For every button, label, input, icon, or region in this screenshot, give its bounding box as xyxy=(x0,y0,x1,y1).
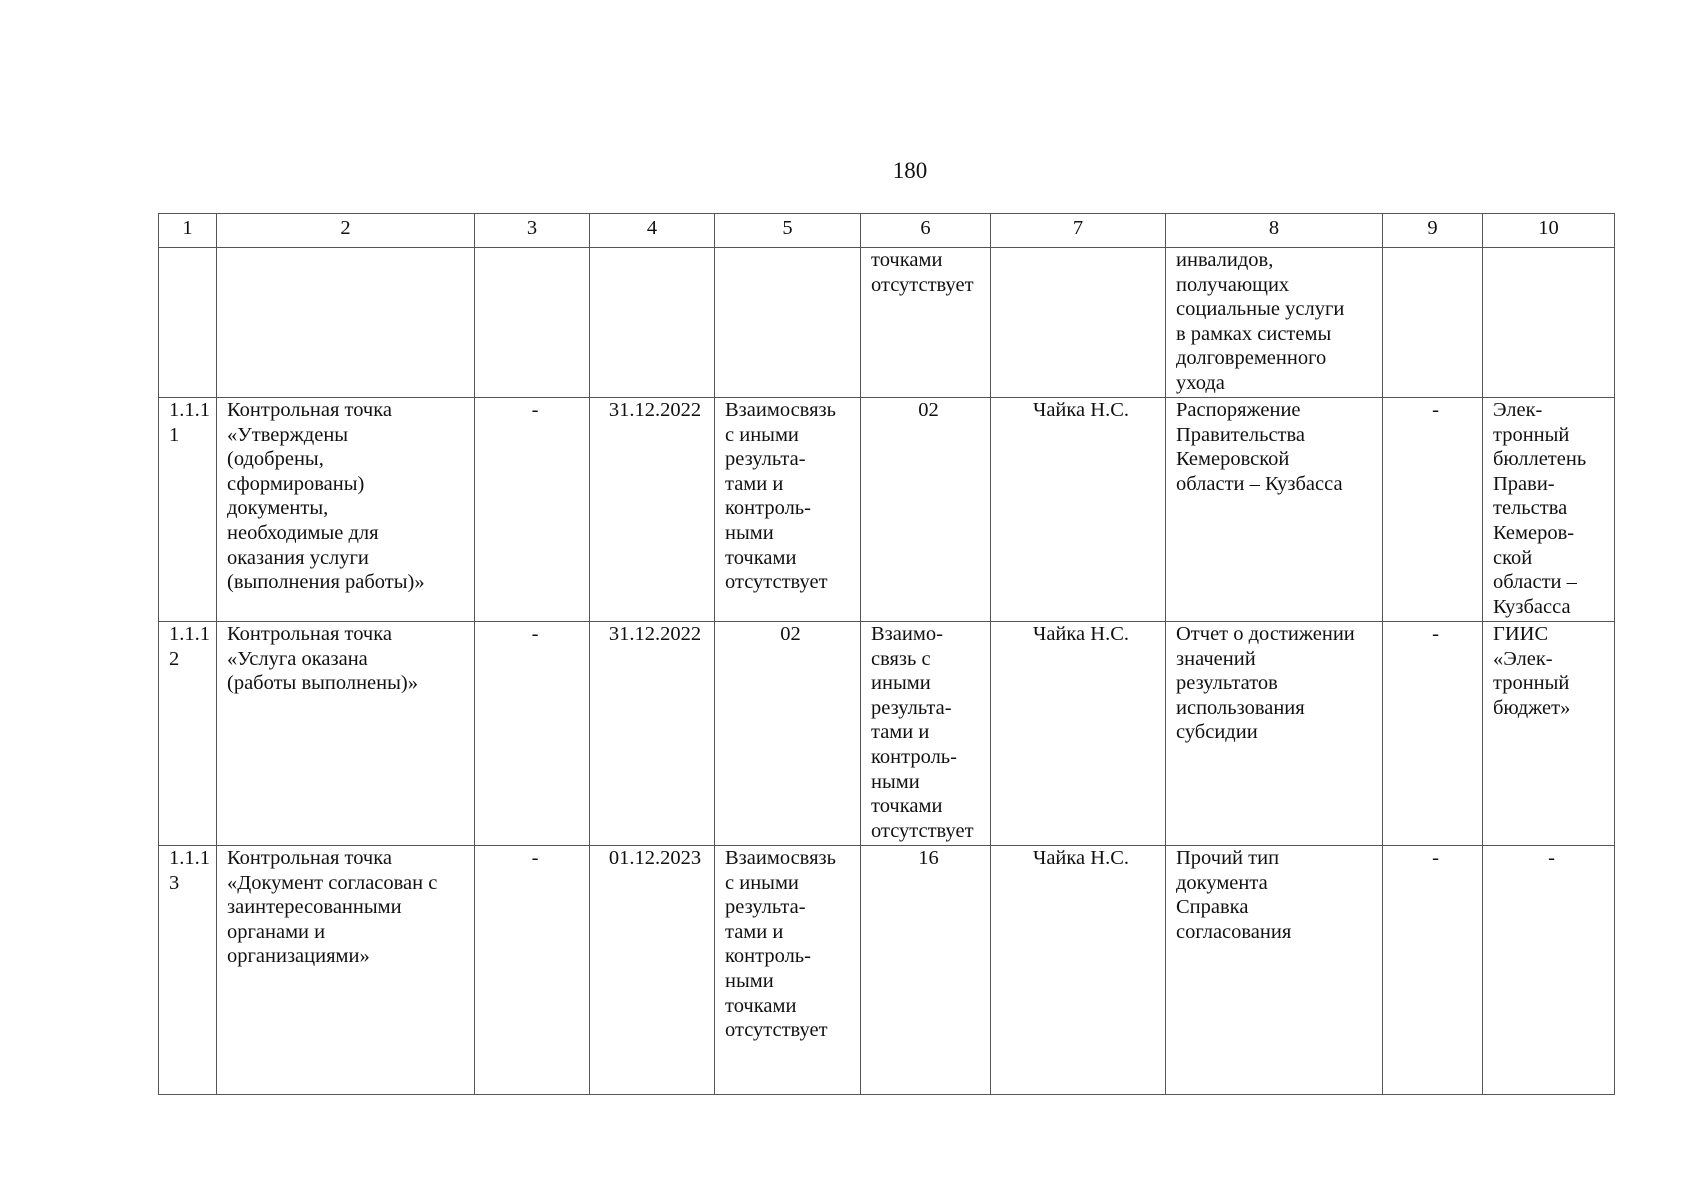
predecessor-cell: Взаимосвязь с иными результа- тами и контроль- ными точками отсутствует xyxy=(715,398,861,622)
table-row xyxy=(159,398,1615,622)
column-header: 8 xyxy=(1166,214,1383,248)
responsible-cell xyxy=(991,248,1166,398)
column-header: 6 xyxy=(861,214,991,248)
column-header: 9 xyxy=(1383,214,1483,248)
document-details-cell: - xyxy=(1383,622,1483,846)
event-name-cell: Контрольная точка «Услуга оказана (работы выполнены)» xyxy=(217,622,475,846)
row-number-cell xyxy=(159,248,217,398)
event-name-cell xyxy=(217,248,475,398)
document-type-cell: Прочий тип документа Справка согласования xyxy=(1166,846,1383,1095)
responsible-cell: Чайка Н.С. xyxy=(991,622,1166,846)
column-header: 2 xyxy=(217,214,475,248)
document-details-cell xyxy=(1383,248,1483,398)
predecessor-cell: 02 xyxy=(715,622,861,846)
start-date-cell: - xyxy=(475,846,590,1095)
column-header: 7 xyxy=(991,214,1166,248)
event-name-cell: Контрольная точка «Утверждены (одобрены, сформированы) документы, необходимые для оказания услуги (выполнения работы)» xyxy=(217,398,475,622)
column-header: 10 xyxy=(1483,214,1615,248)
column-header: 1 xyxy=(159,214,217,248)
successor-cell: Взаимо- связь с иными результа- тами и контроль- ными точками отсутствует xyxy=(861,622,991,846)
information-system-cell: Элек- тронный бюллетень Прави- тельства Кемеров- ской области – Кузбасса xyxy=(1483,398,1615,622)
successor-cell: 02 xyxy=(861,398,991,622)
information-system-cell: - xyxy=(1483,846,1615,1095)
column-header: 3 xyxy=(475,214,590,248)
table-row xyxy=(159,622,1615,846)
successor-cell: точками отсутствует xyxy=(861,248,991,398)
table-row xyxy=(159,846,1615,1095)
responsible-cell: Чайка Н.С. xyxy=(991,398,1166,622)
column-header: 4 xyxy=(590,214,715,248)
information-system-cell: ГИИС «Элек- тронный бюджет» xyxy=(1483,622,1615,846)
event-name-cell: Контрольная точка «Документ согласован с заинтересованными органами и организациями» xyxy=(217,846,475,1095)
end-date-cell: 31.12.2022 xyxy=(590,398,715,622)
document-details-cell: - xyxy=(1383,846,1483,1095)
predecessor-cell xyxy=(715,248,861,398)
end-date-cell: 31.12.2022 xyxy=(590,622,715,846)
column-header: 5 xyxy=(715,214,861,248)
start-date-cell: - xyxy=(475,622,590,846)
table-row xyxy=(159,248,1615,398)
page-number: 180 xyxy=(892,158,928,183)
end-date-cell xyxy=(590,248,715,398)
row-number-cell: 1.1.11 xyxy=(159,398,217,622)
responsible-cell: Чайка Н.С. xyxy=(991,846,1166,1095)
control-points-table xyxy=(158,213,1615,1095)
end-date-cell: 01.12.2023 xyxy=(590,846,715,1095)
document-details-cell: - xyxy=(1383,398,1483,622)
document-type-cell: Отчет о достижении значений результатов использования субсидии xyxy=(1166,622,1383,846)
start-date-cell xyxy=(475,248,590,398)
row-number-cell: 1.1.13 xyxy=(159,846,217,1095)
successor-cell: 16 xyxy=(861,846,991,1095)
column-number-row xyxy=(159,214,1615,248)
predecessor-cell: Взаимосвязь с иными результа- тами и контроль- ными точками отсутствует xyxy=(715,846,861,1095)
information-system-cell xyxy=(1483,248,1615,398)
document-type-cell: Распоряжение Правительства Кемеровской области – Кузбасса xyxy=(1166,398,1383,622)
document-type-cell: инвалидов, получающих социальные услуги в рамках системы долговременного ухода xyxy=(1166,248,1383,398)
start-date-cell: - xyxy=(475,398,590,622)
row-number-cell: 1.1.12 xyxy=(159,622,217,846)
